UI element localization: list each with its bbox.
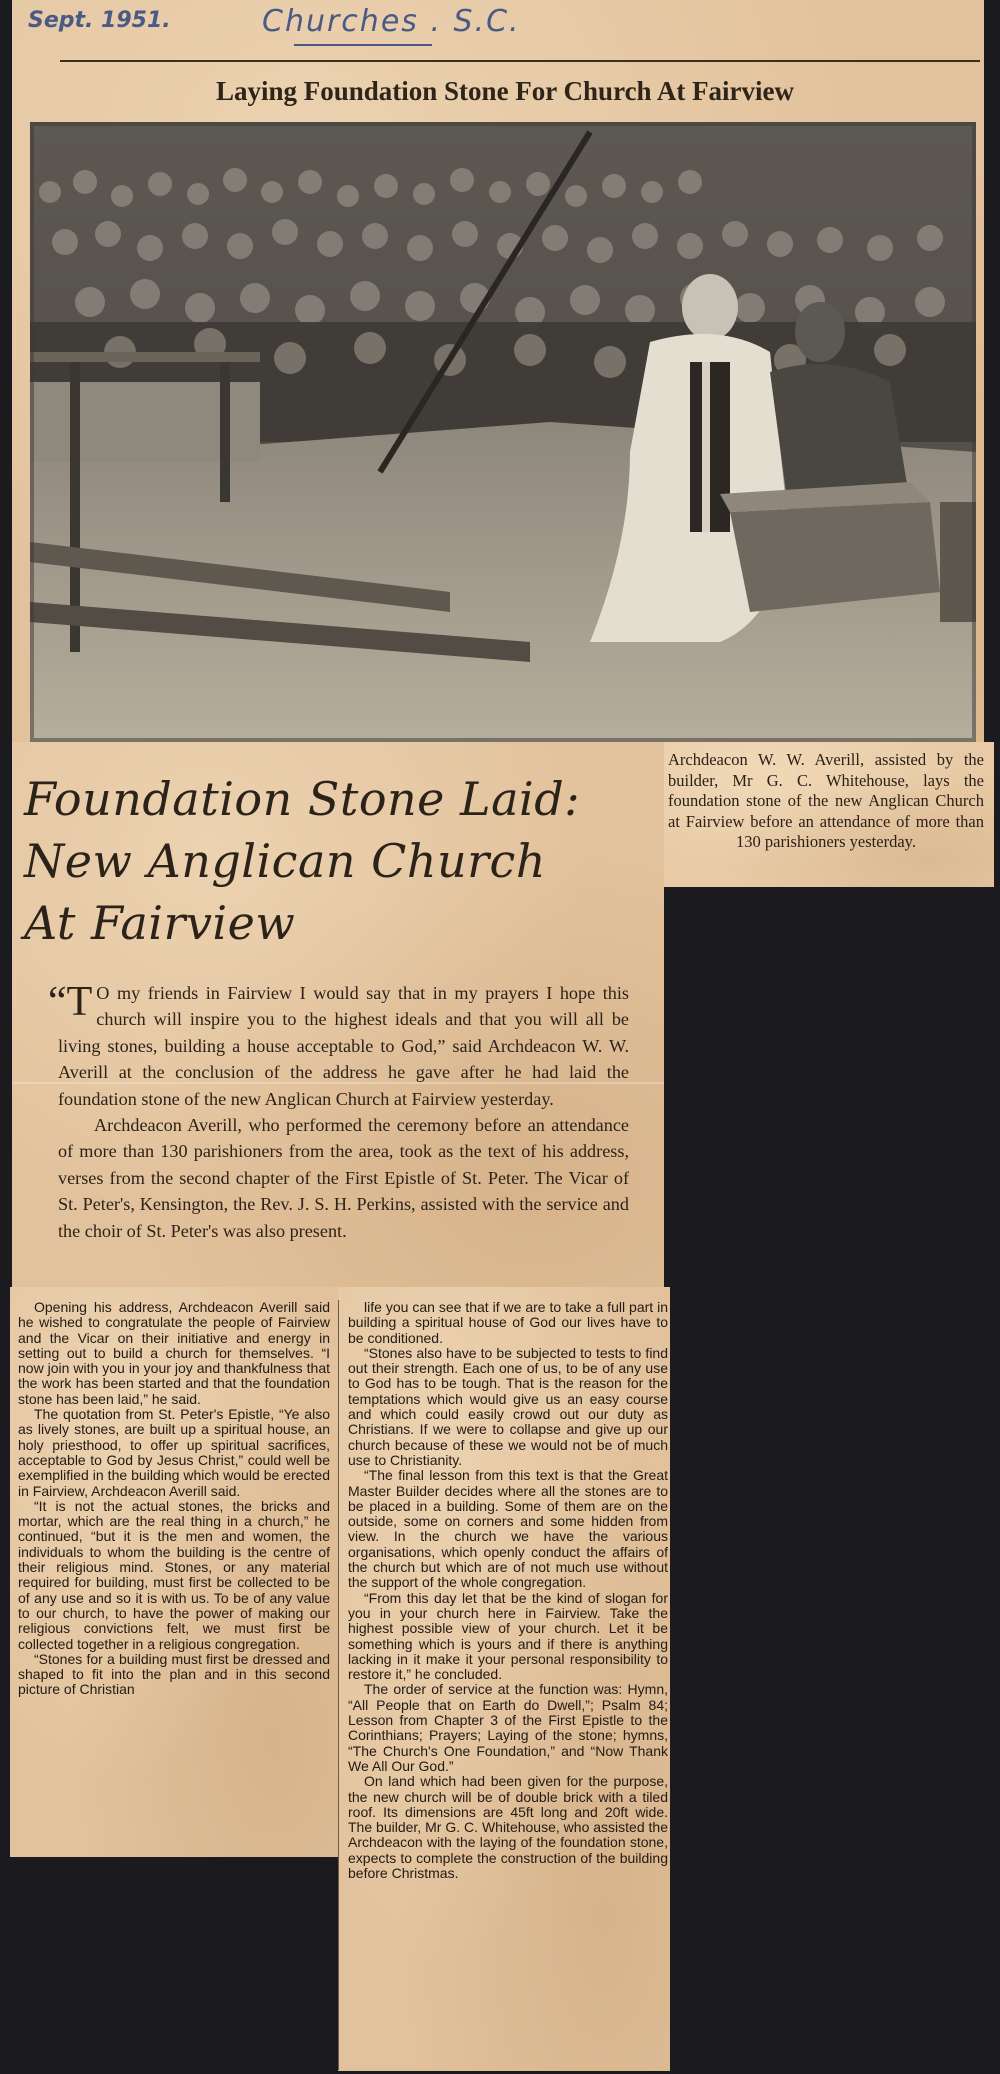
article-column-left	[18, 1300, 330, 1698]
lede-text: O my friends in Fairview I would say that in my prayers I hope this church will inspire you to the highest ideals and that you will all be living stones, building a house acceptable to God,” said Archdeacon W. W. Averill at the conclusion of the address he gave after he had laid the foundation stone of the new Anglican Church at Fairview yesterday.	[58, 983, 629, 1109]
lede-text: Archdeacon Averill, who performed the ceremony before an attendance of more than 130 parishioners from the area, took as the text of his address, verses from the second chapter of the First Epistle of St. Peter. The Vicar of St. Peter's, Kensington, the Rev. J. S. H. Perkins, assisted with the service and the choir of St. Peter's was also present.	[58, 1115, 629, 1241]
column-divider	[338, 1300, 339, 2070]
headline-line: At Fairview	[24, 896, 296, 950]
body-paragraph: The quotation from St. Peter's Epistle, “Ye also as lively stones, are built up a spiritual house, an holy priesthood, to offer up spiritual sacrifices, acceptable to God by Jesus Christ,” could well be exemplified in the building which would be erected in Fairview, Archdeacon Averill said.	[18, 1406, 330, 1499]
top-rule	[60, 60, 980, 62]
ceremony-photograph	[30, 122, 976, 742]
drop-cap: “T	[48, 979, 93, 1025]
photo-caption: Archdeacon W. W. Averill, assisted by the builder, Mr G. C. Whitehouse, lays the foundation stone of the new Anglican Church at Fairview before an attendance of more than 130 parishioners yesterday.	[668, 750, 984, 851]
body-paragraph: “Stones for a building must first be dressed and shaped to fit into the plan and in this second picture of Christian	[18, 1650, 330, 1698]
lede-paragraph	[48, 979, 629, 1112]
handwritten-underline	[294, 44, 432, 46]
body-paragraph: “Stones also have to be subjected to tests to find out their strength. Each one of us, to be of any use to God has to be tough. That is the reason for the temptations which would give us an easy course and which could easily crowd out our duty as Christians. If we were to collapse and give up our church because of these we would not be of much use to Christianity.	[348, 1344, 668, 1468]
photograph-image	[30, 122, 976, 742]
handwritten-category: Churches . S.C.	[262, 4, 521, 39]
body-paragraph: On land which had been given for the purpose, the new church will be of double brick with a tiled roof. Its dimensions are 45ft long and 20ft wide. The builder, Mr G. C. Whitehouse, who assisted the Archdeacon with the laying of the foundation stone, expects to complete the construction of the building before Christmas.	[348, 1773, 668, 1881]
article-column-right	[348, 1300, 668, 1881]
photo-title: Laying Foundation Stone For Church At Fairview	[215, 76, 795, 106]
article-lede	[48, 979, 629, 1244]
article-headline	[24, 768, 624, 954]
body-paragraph: “The final lesson from this text is that the Great Master Builder decides where all the stones are to be placed in a building. Some of them are on the outside, some on corners and some hidden from view. In the church we have the various organisations, which openly conduct the affairs of the church but which are of not much use without the support of the whole congregation.	[348, 1467, 668, 1591]
body-paragraph: The order of service at the function was: Hymn, “All People that on Earth do Dwell,”; Psalm 84; Lesson from Chapter 3 of the First Epistle to the Corinthians; Prayers; Laying of the stone; hymns, “The Church's One Foundation,” and “Now Thank We All Our God.”	[348, 1681, 668, 1774]
body-paragraph: Opening his address, Archdeacon Averill said he wished to congratulate the people of Fairview and the Vicar on their initiative and energy in setting out to build a church for themselves. “I now join with you in your joy and thankfulness that the work has been started and that the foundation stone has been laid,” he said.	[18, 1299, 330, 1407]
handwritten-date: Sept. 1951.	[28, 8, 171, 33]
headline-line: New Anglican Church	[24, 834, 546, 888]
body-paragraph: “It is not the actual stones, the bricks and mortar, which are the real thing in a church,” he continued, “but it is the men and women, the individuals to whom the building is the centre of their religious mind. Stones, or any material required for building, must first be collected to be of any use and so it is with us. To be of any value to our church, to have the power of making our religious convictions felt, we must first be collected together in a religious congregation.	[18, 1497, 330, 1652]
body-paragraph: “From this day let that be the kind of slogan for you in your church here in Fairview. Take the highest possible view of your church. Let it be something which is yours and if there is anything lacking in it make it your personal responsibility to restore it,” he concluded.	[348, 1589, 668, 1683]
lede-paragraph	[58, 1112, 629, 1244]
paper-crease	[12, 1082, 664, 1084]
headline-line: Foundation Stone Laid:	[24, 772, 581, 826]
body-paragraph: life you can see that if we are to take a full part in building a spiritual house of God our lives have to be conditioned.	[348, 1299, 668, 1346]
